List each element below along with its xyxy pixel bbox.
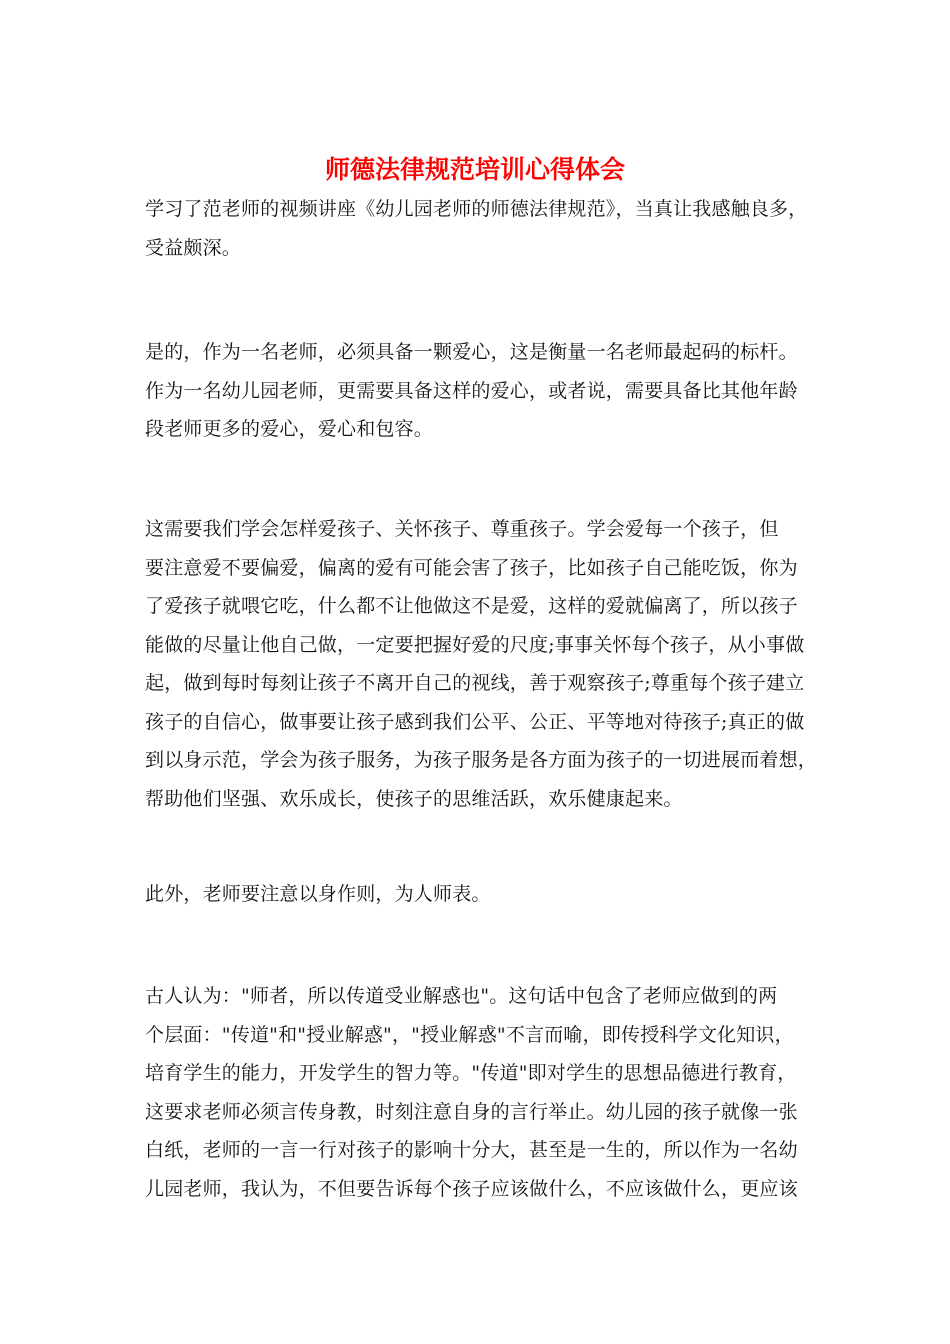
paragraph-role-model: 此外，老师要注意以身作则，为人师表。 <box>145 883 491 905</box>
paragraph-intro: 学习了范老师的视频讲座《幼儿园老师的师德法律规范》，当真让我感触良多， 受益颇深。 <box>145 198 808 259</box>
paragraph-love-respect: 这需要我们学会怎样爱孩子、关怀孩子、尊重孩子。学会爱每一个孩子，但 要注意爱不要偏爱，偏离的爱有可能会害了孩子，比如孩子自己能吃饭，你为 了爱孩子就喂它吃，什么都不让他做这不是爱，这样的爱就偏离了，所以孩子 能做的尽量让他自己做，一定要把握好爱的尺度;事事关怀每个孩子，从小事做 起，做到每时每刻让孩子不离开自己的视线，善于观察孩子;尊重每个孩子建立 孩子的自信心，做事要让孩子感到我们公平、公正、平等地对待孩子;真正的做 到以身示范，学会为孩子服务，为孩子服务是各方面为孩子的一切进展而着想， 帮助他们坚强、欢乐成长，使孩子的思维活跃，欢乐健康起来。 <box>145 518 818 810</box>
paragraph-love-heart: 是的，作为一名老师，必须具备一颗爱心，这是衡量一名老师最起码的标杆。 作为一名幼儿园老师，更需要具备这样的爱心，或者说，需要具备比其他年龄 段老师更多的爱心，爱心和包容。 <box>145 341 798 440</box>
paragraph-ancient-saying: 古人认为："师者，所以传道受业解惑也"。这句话中包含了老师应做到的两 个层面："传道"和"授业解惑"，"授业解惑"不言而喻，即传授科学文化知识， 培育学生的能力，开发学生的智力等。"传道"即对学生的思想品德进行教育， 这要求老师必须言传身教，时刻注意自身的言行举止。幼儿园的孩子就像一张 白纸，老师的一言一行对孩子的影响十分大，甚至是一生的，所以作为一名幼 儿园老师，我认为，不但要告诉每个孩子应该做什么，不应该做什么，更应该 <box>145 985 798 1200</box>
document-title: 师德法律规范培训心得体会 <box>324 155 625 184</box>
